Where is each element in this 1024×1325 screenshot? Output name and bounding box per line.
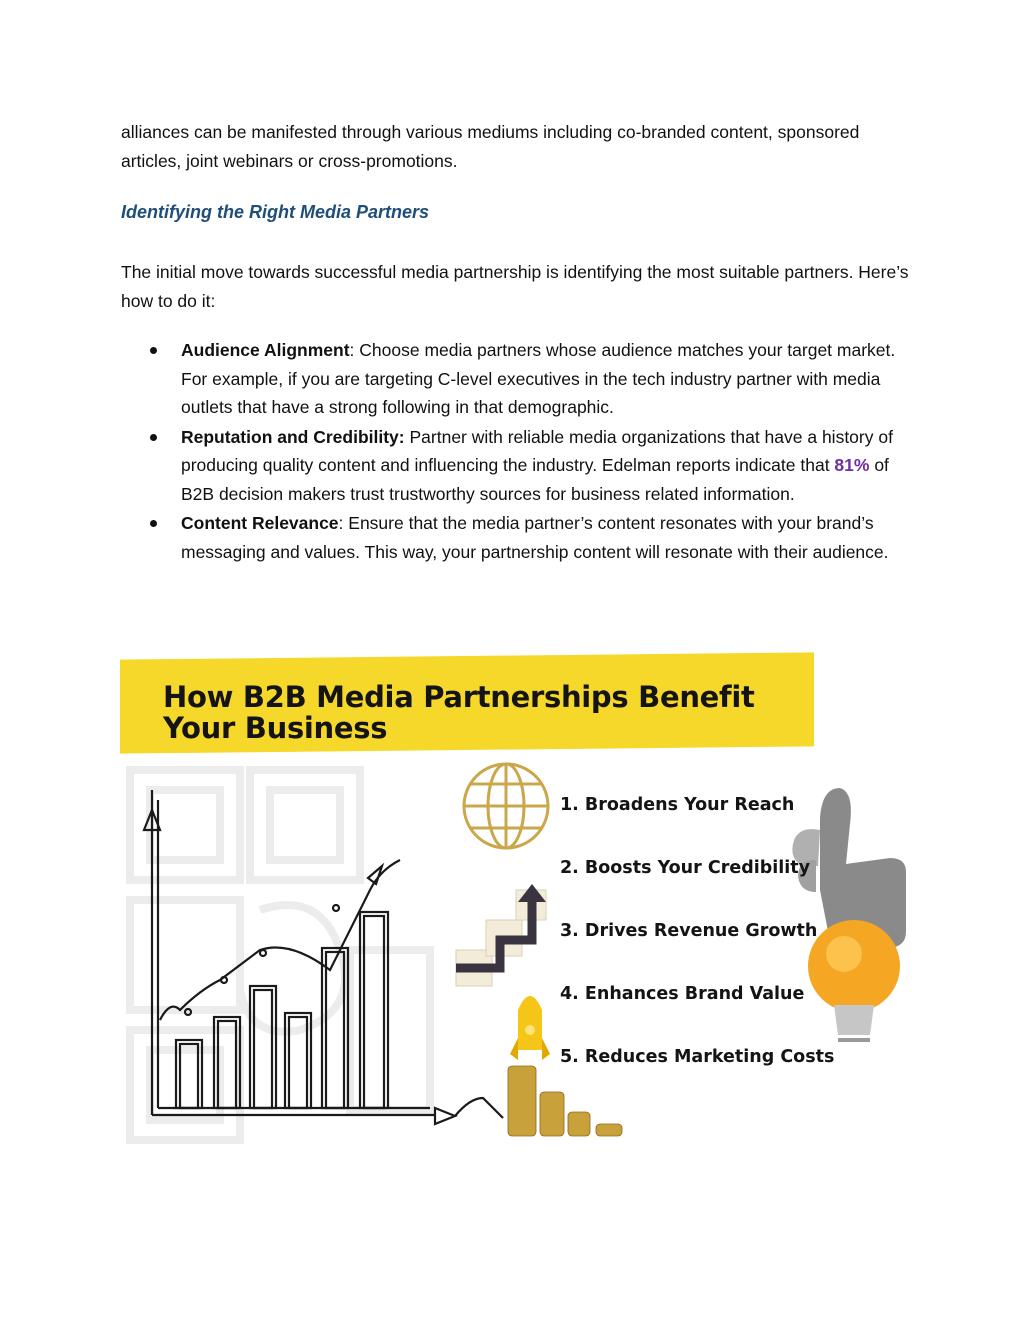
benefits-list xyxy=(560,790,834,1105)
bullet-icon xyxy=(150,520,157,527)
partner-criteria-list xyxy=(150,336,910,567)
rocket-icon xyxy=(510,996,550,1060)
infographic-title xyxy=(163,682,755,744)
bullet-term: Audience Alignment xyxy=(181,340,350,360)
list-item xyxy=(150,509,910,566)
intro-paragraph: alliances can be manifested through various mediums including co-branded content, sponsored articles, joint webinars or cross-promotions. xyxy=(121,122,860,171)
benefits-infographic xyxy=(120,650,906,1168)
title-line-1: How B2B Media Partnerships Benefit xyxy=(163,680,755,714)
list-item xyxy=(150,336,910,422)
list-item xyxy=(150,423,910,509)
title-line-2: Your Business xyxy=(163,711,388,745)
bullet-icon xyxy=(150,434,157,441)
bullet-text: of B2B decision makers trust trustworthy sources for business related information. xyxy=(181,455,889,504)
list-item: 3. Drives Revenue Growth xyxy=(560,921,818,941)
section-heading: Identifying the Right Media Partners xyxy=(121,202,430,222)
globe-icon xyxy=(464,764,548,848)
lead-paragraph: The initial move towards successful media partnership is identifying the most suitable partners. Here’s how to do it: xyxy=(121,262,909,311)
bullet-text: : Choose media partners whose audience matches your target market. For example, if you are targeting C-level executives in the tech industry partner with media outlets that have a strong following in that demographic. xyxy=(181,340,896,417)
stairs-arrow-icon xyxy=(456,884,546,986)
stat-highlight: 81% xyxy=(834,455,870,475)
bullet-term: Content Relevance xyxy=(181,513,339,533)
bullet-icon xyxy=(150,347,157,354)
bullet-term: Reputation and Credibility: xyxy=(181,426,405,447)
list-item: 5. Reduces Marketing Costs xyxy=(560,1047,835,1067)
list-item: 4. Enhances Brand Value xyxy=(560,984,805,1004)
list-item: 1. Broadens Your Reach xyxy=(560,795,795,815)
bullet-text: : Ensure that the media partner’s content resonates with your brand’s messaging and values. This way, your partnership content will resonate with their audience. xyxy=(181,513,889,562)
list-item: 2. Boosts Your Credibility xyxy=(560,858,811,878)
growth-chart-icon xyxy=(144,790,503,1124)
bullet-text: Partner with reliable media organizations that have a history of producing quality content and influencing the industry. Edelman reports indicate that xyxy=(181,426,893,475)
